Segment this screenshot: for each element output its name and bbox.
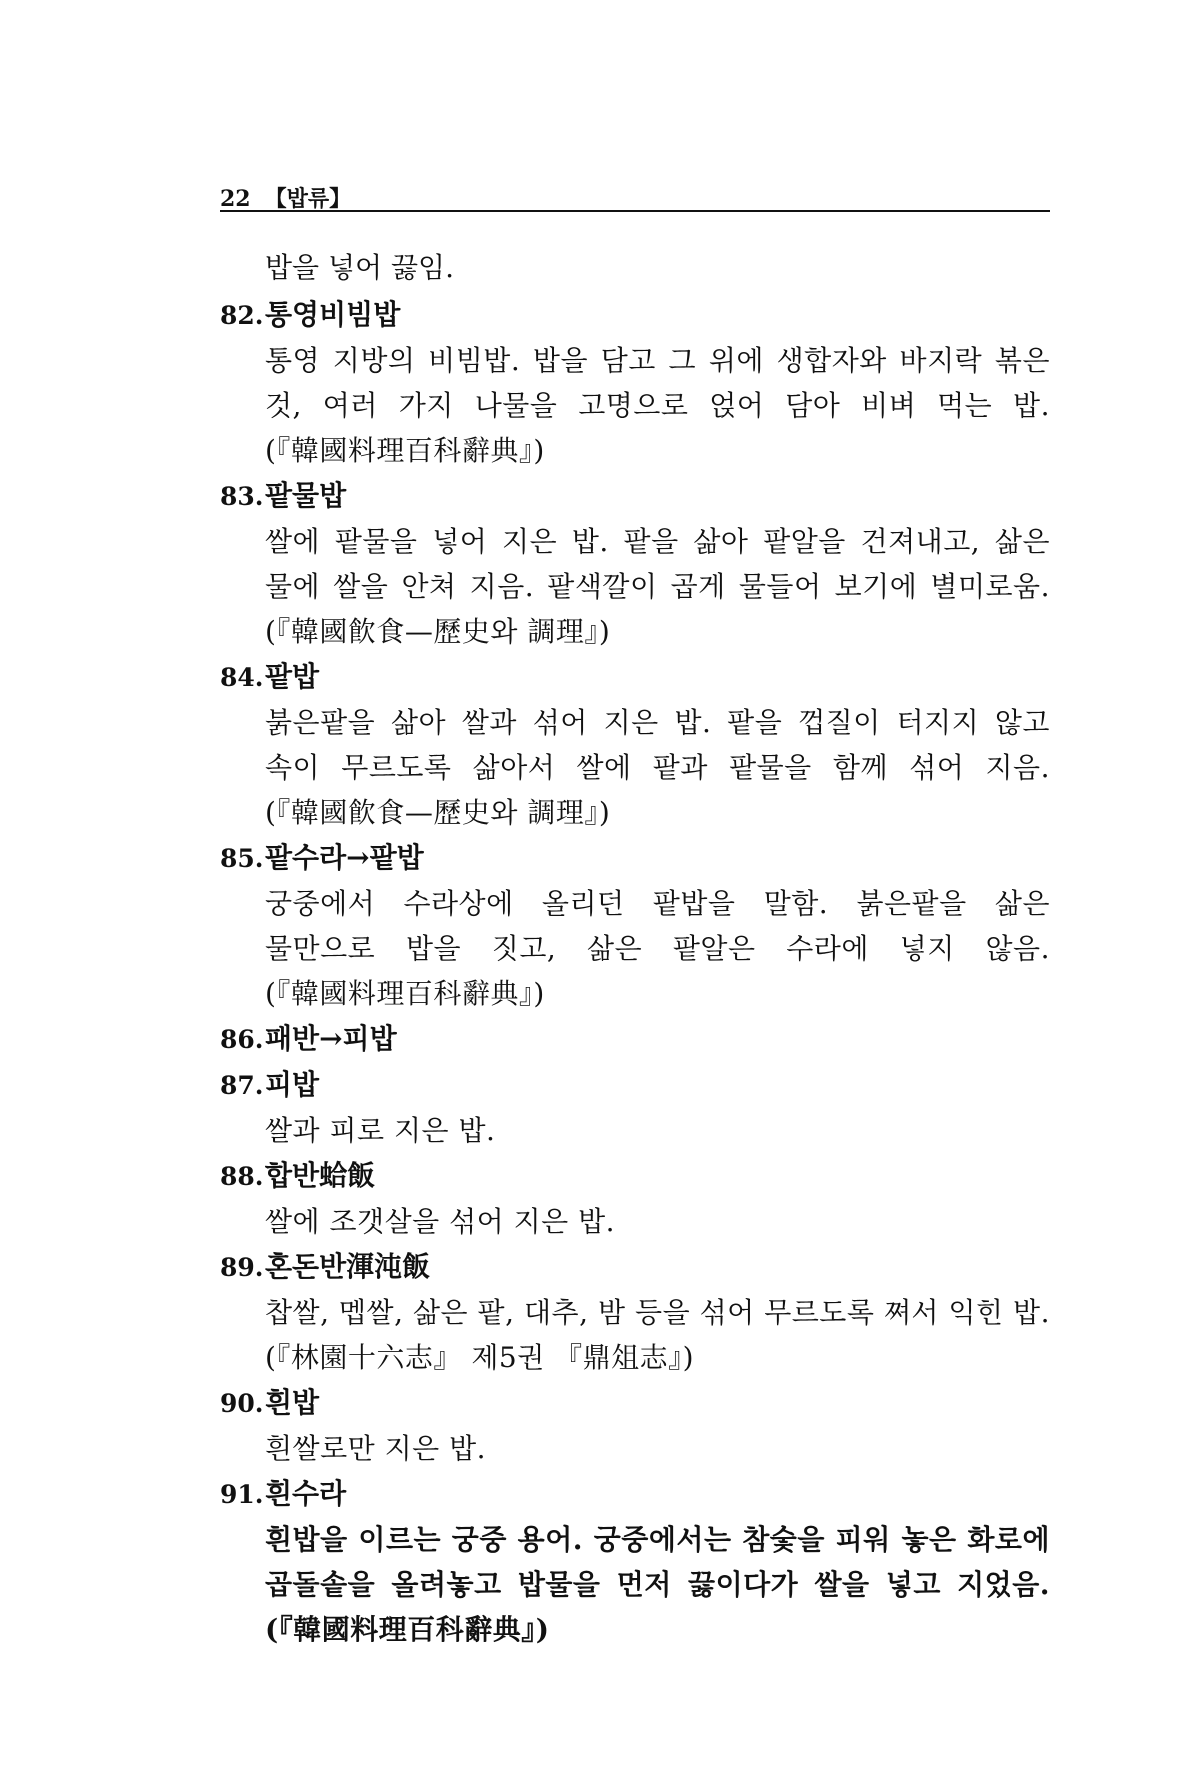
entry-84 (220, 654, 1050, 835)
entry-title: 패반→피밥 (265, 1022, 397, 1055)
entry-heading (220, 835, 1050, 881)
entry-heading (220, 1153, 1050, 1199)
entry-number: 87. (220, 1071, 264, 1100)
entry-85 (220, 835, 1050, 1016)
entry-number: 83. (220, 482, 264, 511)
entry-86 (220, 1016, 1050, 1062)
entry-body: 붉은팥을 삶아 쌀과 섞어 지은 밥. 팥을 껍질이 터지지 않고 속이 무르도록 삶아서 쌀에 팥과 팥물을 함께 섞어 지음. (『韓國飮食—歷史와 調理』) (265, 706, 1050, 829)
entry-body: 궁중에서 수라상에 올리던 팥밥을 말함. 붉은팥을 삶은 물만으로 밥을 짓고, 삶은 팥알은 수라에 넣지 않음. (『韓國料理百科辭典』) (265, 887, 1050, 1010)
entry-heading (220, 1016, 1050, 1062)
entry-heading (220, 1471, 1050, 1517)
entry-title: 흰수라 (265, 1477, 347, 1510)
entry-heading (220, 1380, 1050, 1426)
entry-title: 합반蛤飯 (265, 1159, 376, 1192)
entry-heading (220, 1062, 1050, 1108)
entry-heading (220, 292, 1050, 338)
entry-title: 흰밥 (265, 1386, 320, 1419)
entry-title: 혼돈반渾沌飯 (265, 1250, 431, 1283)
continued-text: 밥을 넣어 끓임. (265, 251, 454, 284)
entry-title: 피밥 (265, 1068, 320, 1101)
entry-body: 통영 지방의 비빔밥. 밥을 담고 그 위에 생합자와 바지락 볶은 것, 여러 가지 나물을 고명으로 얹어 담아 비벼 먹는 밥. (『韓國料理百科辭典』) (265, 344, 1050, 467)
entry-heading (220, 654, 1050, 700)
entry-title: 팥물밥 (265, 479, 347, 512)
entry-number: 82. (220, 301, 264, 330)
entry-91 (220, 1471, 1050, 1652)
entry-83 (220, 473, 1050, 654)
page-number: 22 (220, 186, 251, 212)
entry-body: 흰쌀로만 지은 밥. (265, 1432, 487, 1465)
entry-88 (220, 1153, 1050, 1244)
entry-body: 쌀에 조갯살을 섞어 지은 밥. (265, 1205, 616, 1238)
entry-body: 찹쌀, 멥쌀, 삶은 팥, 대추, 밤 등을 섞어 무르도록 쪄서 익힌 밥. (『林園十六志』 제5권 『鼎俎志』) (265, 1296, 1050, 1374)
entry-heading (220, 473, 1050, 519)
entry-number: 89. (220, 1253, 264, 1282)
entry-body: 쌀과 피로 지은 밥. (265, 1114, 496, 1147)
entry-90 (220, 1380, 1050, 1471)
entry-number: 84. (220, 663, 264, 692)
entry-number: 91. (220, 1480, 264, 1509)
page-header (220, 170, 1050, 210)
entry-title: 팥수라→팥밥 (265, 841, 424, 874)
entry-number: 86. (220, 1025, 264, 1054)
entry-body: 흰밥을 이르는 궁중 용어. 궁중에서는 참숯을 피워 놓은 화로에 곱돌솥을 올려놓고 밥물을 먼저 끓이다가 쌀을 넣고 지었음. (『韓國料理百科辭典』) (265, 1523, 1050, 1646)
entry-number: 90. (220, 1389, 264, 1418)
entry-82 (220, 292, 1050, 473)
entry-title: 팥밥 (265, 660, 320, 693)
header-rule (220, 210, 1050, 212)
entry-heading (220, 1244, 1050, 1290)
section-title: 【밥류】 (264, 186, 352, 212)
entry-87 (220, 1062, 1050, 1153)
entry-title: 통영비빔밥 (265, 298, 401, 331)
entry-list (220, 245, 1050, 1652)
entry-number: 85. (220, 844, 264, 873)
entry-number: 88. (220, 1162, 264, 1191)
entry-body: 쌀에 팥물을 넣어 지은 밥. 팥을 삶아 팥알을 건져내고, 삶은 물에 쌀을 안쳐 지음. 팥색깔이 곱게 물들어 보기에 별미로움. (『韓國飮食—歷史와 調理』) (265, 525, 1050, 648)
entry-89 (220, 1244, 1050, 1380)
